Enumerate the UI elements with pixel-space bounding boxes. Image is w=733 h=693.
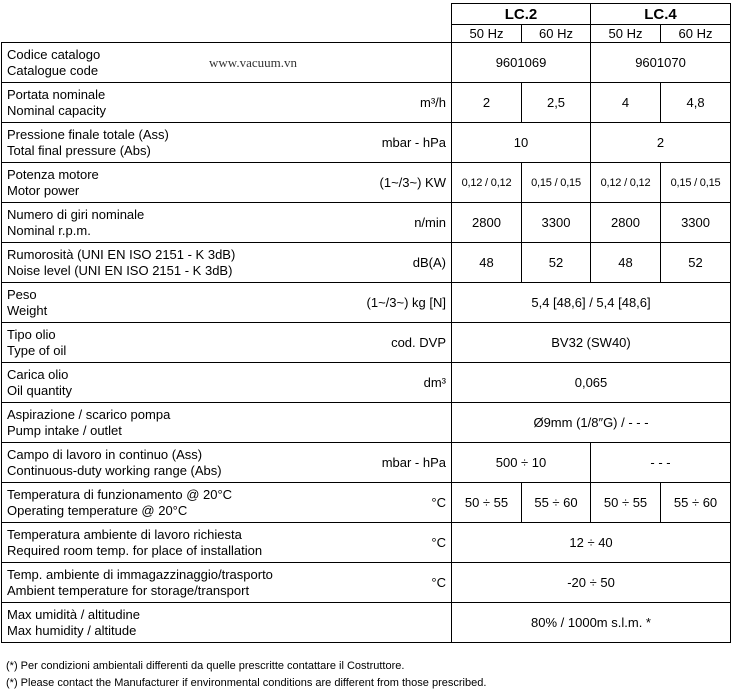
- label-en: Ambient temperature for storage/transport: [7, 582, 250, 598]
- label-it: Tipo olio: [7, 326, 56, 342]
- spec-row: [2, 323, 731, 363]
- label-en: Continuous-duty working range (Abs): [7, 462, 222, 478]
- label-en: Max humidity / altitude: [7, 622, 137, 638]
- label-it: Rumorosità (UNI EN ISO 2151 - K 3dB): [7, 246, 236, 262]
- row-label: [2, 483, 452, 523]
- spec-row: [2, 43, 731, 83]
- label-en: Oil quantity: [7, 382, 73, 398]
- freq-lc2-60: 60 Hz: [522, 25, 591, 43]
- unit-label: dB(A): [412, 254, 446, 270]
- row-label: [2, 363, 452, 403]
- unit-label: n/min: [414, 214, 446, 230]
- value-cell: 3300: [661, 203, 731, 243]
- spec-row: [2, 283, 731, 323]
- row-label: [2, 123, 452, 163]
- label-en: Nominal capacity: [7, 102, 106, 118]
- label-it: Carica olio: [7, 366, 69, 382]
- value-cell: 9601069: [452, 43, 591, 83]
- value-cell: 48: [452, 243, 522, 283]
- row-label: [2, 43, 452, 83]
- value-cell: 10: [452, 123, 591, 163]
- unit-label: cod. DVP: [391, 334, 446, 350]
- label-it: Aspirazione / scarico pompa: [7, 406, 171, 422]
- label-it: Potenza motore: [7, 166, 99, 182]
- value-cell: 2800: [591, 203, 661, 243]
- unit-label: dm³: [423, 374, 446, 390]
- value-cell: 4: [591, 83, 661, 123]
- value-cell: 50 ÷ 55: [452, 483, 522, 523]
- label-it: Temperatura ambiente di lavoro richiesta: [7, 526, 242, 542]
- value-cell: Ø9mm (1/8″G) / - - -: [452, 403, 731, 443]
- unit-label: °C: [431, 574, 446, 590]
- value-cell: 9601070: [591, 43, 731, 83]
- value-cell: 3300: [522, 203, 591, 243]
- label-it: Portata nominale: [7, 86, 106, 102]
- row-label: [2, 563, 452, 603]
- label-it: Peso: [7, 286, 37, 302]
- value-cell: 4,8: [661, 83, 731, 123]
- spec-row: [2, 523, 731, 563]
- value-cell: 48: [591, 243, 661, 283]
- row-label: [2, 443, 452, 483]
- spec-row: [2, 563, 731, 603]
- spec-row: [2, 163, 731, 203]
- value-cell: 80% / 1000m s.l.m. *: [452, 603, 731, 643]
- spec-row: [2, 243, 731, 283]
- model-lc4: LC.4: [591, 4, 731, 25]
- unit-label: (1~/3~) kg [N]: [366, 294, 446, 310]
- unit-label: m³/h: [420, 94, 446, 110]
- label-en: Total final pressure (Abs): [7, 142, 151, 158]
- label-en: Catalogue code: [7, 62, 99, 78]
- spec-row: [2, 123, 731, 163]
- label-en: Pump intake / outlet: [7, 422, 122, 438]
- label-it: Codice catalogo: [7, 46, 101, 62]
- unit-label: °C: [431, 534, 446, 550]
- value-cell: 2: [591, 123, 731, 163]
- label-en: Motor power: [7, 182, 80, 198]
- spec-row: [2, 603, 731, 643]
- footnote-en: (*) Please contact the Manufacturer if environmental conditions are different from those prescribed.: [6, 677, 487, 689]
- freq-lc2-50: 50 Hz: [452, 25, 522, 43]
- spec-row: [2, 83, 731, 123]
- label-it: Pressione finale totale (Ass): [7, 126, 169, 142]
- row-label: [2, 523, 452, 563]
- label-en: Nominal r.p.m.: [7, 222, 91, 238]
- label-it: Campo di lavoro in continuo (Ass): [7, 446, 203, 462]
- spec-row: [2, 403, 731, 443]
- value-cell: 52: [661, 243, 731, 283]
- value-cell: 55 ÷ 60: [522, 483, 591, 523]
- row-label: [2, 403, 452, 443]
- unit-label: mbar - hPa: [381, 134, 446, 150]
- label-en: Noise level (UNI EN ISO 2151 - K 3dB): [7, 262, 233, 278]
- unit-label: mbar - hPa: [381, 454, 446, 470]
- unit-label: °C: [431, 494, 446, 510]
- value-cell: BV32 (SW40): [452, 323, 731, 363]
- label-it: Temperatura di funzionamento @ 20°C: [7, 486, 233, 502]
- value-cell: 50 ÷ 55: [591, 483, 661, 523]
- spec-row: [2, 363, 731, 403]
- value-cell: 2,5: [522, 83, 591, 123]
- row-label: [2, 203, 452, 243]
- value-cell: 0,065: [452, 363, 731, 403]
- spec-row: [2, 483, 731, 523]
- watermark-text: www.vacuum.vn: [209, 55, 297, 70]
- model-lc2: LC.2: [452, 4, 591, 25]
- footnote-it: (*) Per condizioni ambientali differenti da quelle prescritte contattare il Costruttore.: [6, 660, 405, 672]
- value-cell: 0,12 / 0,12: [452, 163, 522, 203]
- spec-table: [1, 3, 731, 643]
- row-label: [2, 323, 452, 363]
- row-label: [2, 83, 452, 123]
- row-label: [2, 243, 452, 283]
- value-cell: 500 ÷ 10: [452, 443, 591, 483]
- value-cell: 12 ÷ 40: [452, 523, 731, 563]
- value-cell: -20 ÷ 50: [452, 563, 731, 603]
- label-it: Numero di giri nominale: [7, 206, 145, 222]
- label-en: Weight: [7, 302, 48, 318]
- value-cell: 0,15 / 0,15: [661, 163, 731, 203]
- freq-lc4-60: 60 Hz: [661, 25, 731, 43]
- footnotes: [6, 658, 486, 692]
- label-en: Operating temperature @ 20°C: [7, 502, 188, 518]
- value-cell: 2800: [452, 203, 522, 243]
- header-blank: [2, 4, 452, 43]
- row-label: [2, 603, 452, 643]
- row-label: [2, 283, 452, 323]
- label-it: Temp. ambiente di immagazzinaggio/trasporto: [7, 566, 273, 582]
- spec-row: [2, 443, 731, 483]
- row-label: [2, 163, 452, 203]
- model-header-row: [2, 4, 731, 25]
- value-cell: 0,12 / 0,12: [591, 163, 661, 203]
- value-cell: 5,4 [48,6] / 5,4 [48,6]: [452, 283, 731, 323]
- freq-lc4-50: 50 Hz: [591, 25, 661, 43]
- label-it: Max umidità / altitudine: [7, 606, 140, 622]
- value-cell: - - -: [591, 443, 731, 483]
- label-en: Required room temp. for place of installation: [7, 542, 263, 558]
- value-cell: 55 ÷ 60: [661, 483, 731, 523]
- unit-label: (1~/3~) KW: [379, 174, 446, 190]
- spec-row: [2, 203, 731, 243]
- value-cell: 2: [452, 83, 522, 123]
- value-cell: 52: [522, 243, 591, 283]
- value-cell: 0,15 / 0,15: [522, 163, 591, 203]
- label-en: Type of oil: [7, 342, 67, 358]
